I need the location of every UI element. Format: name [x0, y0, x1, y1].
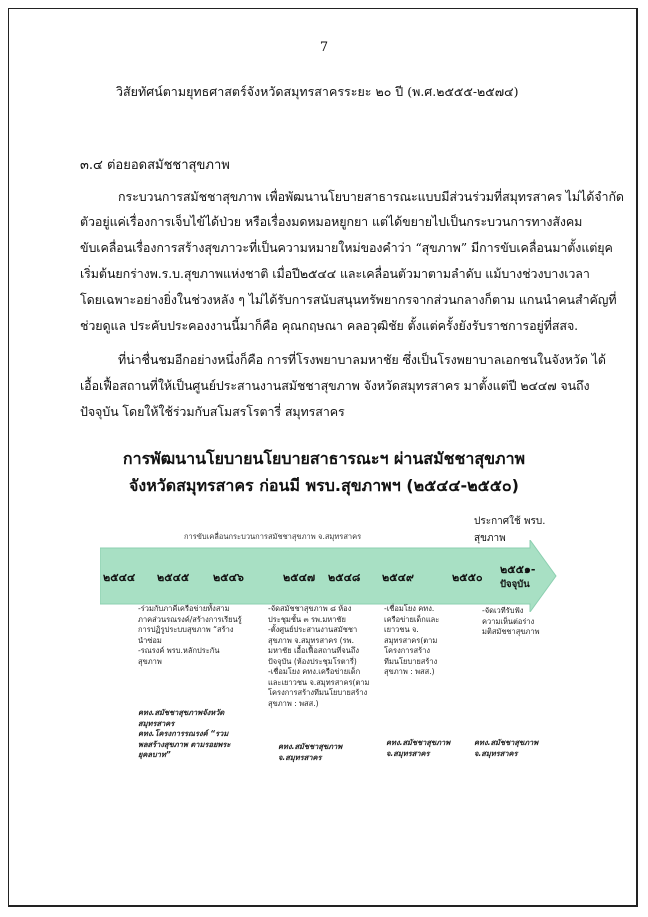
note-line: มติสมัชชาสุขภาพ — [482, 627, 540, 636]
figure-title-line-1: การพัฒนานโยบายนโยบายสาธารณะฯ ผ่านสมัชชาสุขภาพ — [122, 449, 526, 468]
note-line: -ตั้งศูนย์ประสานงานสมัชชา — [268, 625, 358, 634]
note-line: ความเห็นต่อร่าง — [482, 616, 535, 626]
note-line: -เชื่อมโยง คทง.เครือข่ายเด็ก — [268, 667, 361, 676]
timeline-note-col2 — [268, 604, 378, 709]
timeline-note-col4 — [482, 606, 562, 638]
note-line: -จัดเวทีรับฟัง — [482, 606, 524, 615]
document-header: วิสัยทัศน์ตามยุทธศาสตร์จังหวัดสมุทรสาครระยะ ๒๐ ปี (พ.ศ.๒๕๕๕-๒๕๗๔) — [116, 84, 519, 99]
note-line: ทีมนโยบายสร้าง — [384, 656, 438, 666]
org-line: จ.สมุทรสาคร — [386, 748, 430, 758]
note-line: สุขภาพ : พสส.) — [268, 698, 319, 708]
timeline-org-col3 — [386, 738, 476, 759]
note-line: เยาวชน จ. — [384, 625, 419, 634]
note-line: -รณรงค์ พรบ.หลักประกัน — [138, 646, 220, 655]
year-label: ๒๕๔๔ — [103, 571, 136, 584]
note-line: การปฏิรูประบบสุขภาพ “สร้าง — [138, 625, 234, 634]
announce-label-line-2: สุขภาพ — [474, 533, 506, 544]
org-line: คทง.สมัชชาสุขภาพ — [278, 742, 343, 751]
note-line: ภาคส่วนรณรงค์/สร้างการเรียนรู้ — [138, 614, 242, 624]
note-line: โครงการสร้าง — [384, 646, 430, 655]
year-label: ๒๕๔๘ — [328, 571, 361, 584]
figure-title-line-2: จังหวัดสมุทรสาคร ก่อนมี พรบ.สุขภาพฯ (๒๕๔๔-๒๕๕๐) — [129, 476, 519, 495]
org-line: สมุทรสาคร — [138, 718, 175, 728]
org-line: พลสร้างสุขภาพ ตามรอยพระ — [138, 739, 231, 749]
org-line: ยุคลบาท” — [138, 750, 171, 759]
timeline-org-col1 — [138, 708, 256, 761]
paragraph-1-line: โดยเฉพาะอย่างยิ่งในช่วงหลัง ๆ ไม่ได้รับการสนับสนุนทรัพยากรจากส่วนกลางก็ตาม แกนนำคนสำคัญที่ — [80, 292, 617, 307]
paragraph-2-line: เอื้อเฟื้อสถานที่ให้เป็นศูนย์ประสานงานสมัชชาสุขภาพ จังหวัดสมุทรสาคร มาตั้งแต่ปี ๒๔๔๗ จนถึง — [80, 378, 590, 393]
arrow-caption: การขับเคลื่อนกระบวนการสมัชชาสุขภาพ จ.สมุทรสาคร — [184, 532, 362, 541]
note-line: สมุทรสาคร(ตาม — [384, 635, 438, 645]
note-line: สุขภาพ — [138, 656, 162, 666]
paragraph-1-line: เริ่มต้นยกร่างพ.ร.บ.สุขภาพแห่งชาติ เมื่อปี๒๕๔๔ และเคลื่อนตัวมาตามลำดับ แม้บางช่วงบางเวลา — [80, 266, 590, 281]
org-line: จ.สมุทรสาคร — [474, 748, 518, 758]
page-number: 7 — [319, 40, 329, 55]
org-line: คทง.สมัชชาสุขภาพจังหวัด — [138, 708, 225, 717]
paragraph-1-line: กระบวนการสมัชชาสุขภาพ เพื่อพัฒนานโยบายสาธารณะแบบมีส่วนร่วมที่สมุทรสาคร ไม่ได้จำกัด — [118, 189, 624, 204]
timeline-note-col1 — [138, 604, 256, 667]
paragraph-1-line: ช่วยดูแล ประคับประคองงานนี้มาก็คือ คุณกฤษณา คลอวุฒิชัย ตั้งแต่ครั้งยังรับราชการอยู่ที่สสจ. — [80, 318, 579, 333]
note-line: สุขภาพ จ.สมุทรสาคร (รพ. — [268, 635, 354, 645]
year-label: ๒๕๕๐ — [452, 571, 483, 584]
year-label: ๒๕๔๕ — [157, 571, 190, 584]
note-line: มหาชัย เอื้อเฟื้อสถานที่จนถึง — [268, 646, 360, 655]
paragraph-2-line: ที่น่าชื่นชมอีกอย่างหนึ่งก็คือ การที่โรงพยาบาลมหาชัย ซึ่งเป็นโรงพยาบาลเอกชนในจังหวัด ได้ — [118, 352, 606, 367]
paragraph-1-line: ขับเคลื่อนเรื่องการสร้างสุขภาวะที่เป็นความหมายใหม่ของคำว่า “สุขภาพ” มีการขับเคลื่อนมาตั้งแต่ยุค — [80, 240, 613, 255]
announce-label-line-1: ประกาศใช้ พรบ. — [474, 516, 546, 527]
year-label: ๒๕๔๗ — [283, 571, 316, 584]
timeline-note-col3 — [384, 604, 464, 678]
paragraph-1-line: ตัวอยู่แค่เรื่องการเจ็บไข้ได้ป่วย หรือเรื่องมดหมอหยูกยา แต่ได้ขยายไปเป็นกระบวนการทางสังคม — [80, 214, 583, 229]
note-line: ปัจจุบัน (ห้องประชุมโรตารี่) — [268, 656, 357, 666]
org-line: คทง.สมัชชาสุขภาพ — [474, 738, 539, 747]
timeline-org-col2 — [278, 742, 378, 763]
note-line: เครือข่ายเด็กและ — [384, 614, 440, 624]
note-line: นำซ่อม — [138, 635, 162, 645]
note-line: และเยาวชน จ.สมุทรสาคร(ตาม — [268, 677, 370, 687]
note-line: ประชุมชั้น ๓ รพ.มหาชัย — [268, 614, 346, 624]
note-line: -จัดสมัชชาสุขภาพ ๘ ห้อง — [268, 604, 352, 613]
year-label: ๒๕๕๑- — [500, 563, 536, 576]
note-line: โครงการสร้างทีมนโยบายสร้าง — [268, 688, 368, 697]
section-title: ๓.๔ ต่อยอดสมัชชาสุขภาพ — [80, 158, 230, 173]
year-label: ๒๕๔๖ — [213, 571, 244, 584]
note-line: สุขภาพ : พสส.) — [384, 667, 435, 676]
note-line: -ร่วมกับภาคีเครือข่ายทั้งสาม — [138, 604, 230, 613]
note-line: -เชื่อมโยง คทง. — [384, 604, 435, 613]
org-line: จ.สมุทรสาคร — [278, 752, 322, 762]
year-label: ๒๕๔๙ — [382, 571, 414, 584]
org-line: คทง.สมัชชาสุขภาพ — [386, 738, 451, 747]
org-line: คทง.โครงการรณรงค์ “รวม — [138, 729, 229, 738]
paragraph-2-line: ปัจจุบัน โดยให้ใช้ร่วมกับสโมสรโรตารี่ สมุทรสาคร — [80, 404, 345, 419]
year-label: ปัจจุบัน — [500, 579, 530, 590]
timeline-org-col4 — [474, 738, 564, 759]
